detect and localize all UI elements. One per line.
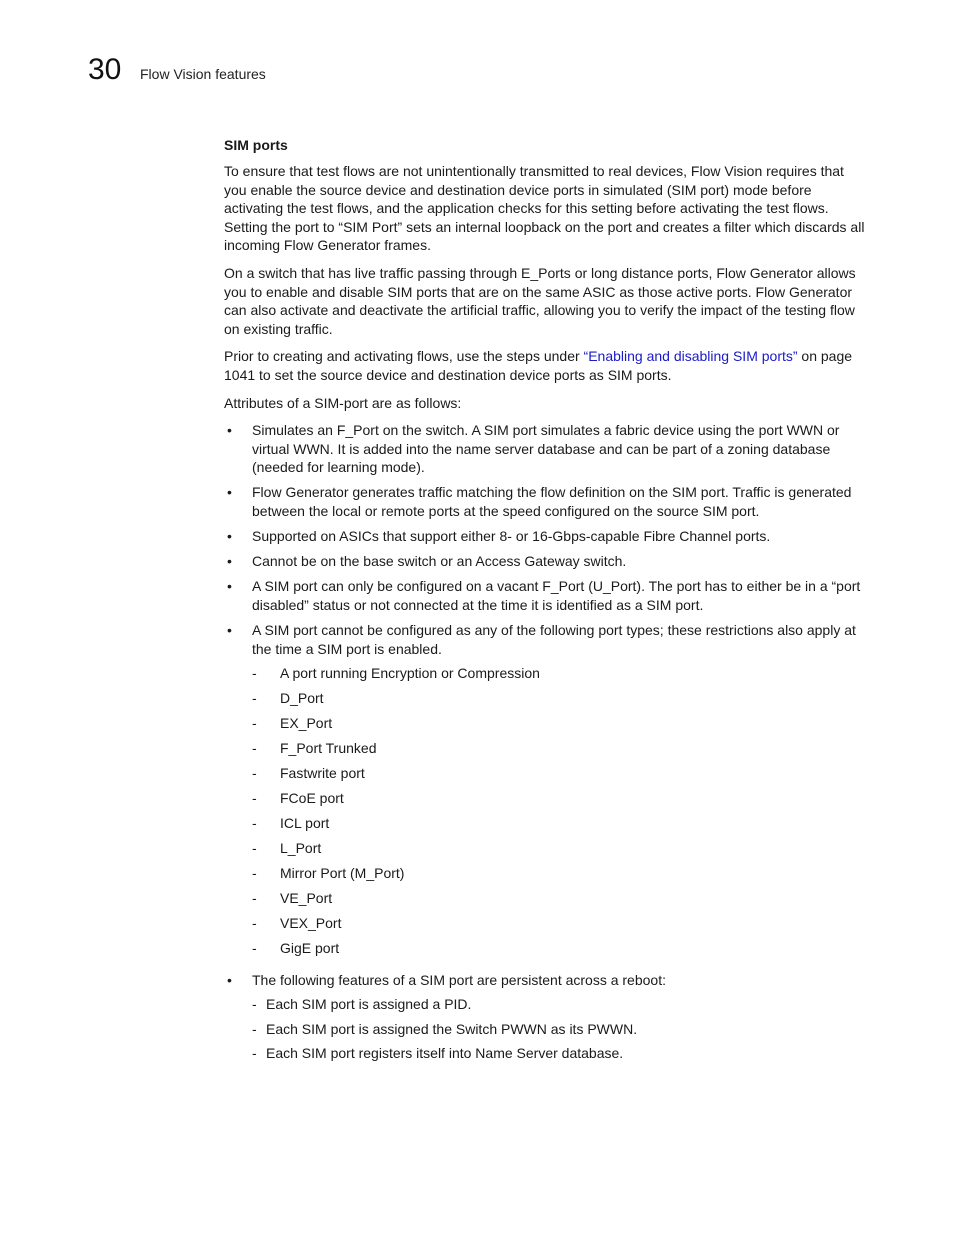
bullet-icon: • [227,422,232,439]
port-types-list [252,664,870,964]
list-item [252,814,870,839]
list-item [252,764,870,789]
dash-icon: - [252,1045,257,1062]
list-item [224,552,870,571]
list-item [252,864,870,889]
list-item-text: A SIM port can only be configured on a vacant F_Port (U_Port). The port has to either be in a “port disabled” status or not connected at the time it is identified as a SIM port. [252,578,861,613]
bullet-icon: • [227,621,232,638]
chapter-title: Flow Vision features [140,66,266,82]
paragraph-sim-intro: To ensure that test flows are not unintentionally transmitted to real devices, Flow Vision requires that you enable the source device and destination device ports in simulated (SIM port) mode before activating the test flows, and the application checks for this setting before activating the test flows. Setting the port to “SIM Port” sets an internal loopback on the port and creates a filter which discards all incoming Flow Generator frames. [224,163,865,254]
port-type-text: L_Port [280,840,322,857]
list-item [252,714,870,739]
port-type-text: FCoE port [280,790,344,807]
paragraph-live-traffic: On a switch that has live traffic passing through E_Ports or long distance ports, Flow Generator allows you to enable and disable SIM ports that are on the same ASIC as those active ports. Flow Generator can also activate and deactivate the artificial traffic, allowing you to verify the impact of the testing flow on existing traffic. [224,264,856,337]
feature-text: Each SIM port is assigned the Switch PWWN as its PWWN. [266,1020,638,1037]
list-item [252,995,870,1020]
list-item [252,789,870,814]
enabling-sim-ports-link[interactable]: “Enabling and disabling SIM ports” [583,348,798,365]
persistent-features-list [252,995,870,1069]
list-item [252,939,870,964]
list-item-text: Cannot be on the base switch or an Access Gateway switch. [252,553,627,570]
dash-icon: - [252,790,257,807]
list-item [224,421,870,477]
list-item [252,1044,870,1069]
bullet-icon: • [227,971,232,988]
list-item [224,971,870,1069]
bullet-icon: • [227,484,232,501]
list-item-text: Simulates an F_Port on the switch. A SIM port simulates a fabric device using the port WWN or virtual WWN. It is added into the name server database and can be part of a zoning database (needed for learning mode). [252,422,840,476]
list-item [252,689,870,714]
bullet-icon: • [227,528,232,545]
list-item [252,839,870,864]
port-type-text: D_Port [280,690,324,707]
paragraph-prior-steps-text-end: on page 1041 to set the source device and destination device ports as SIM ports. [224,348,853,383]
dash-icon: - [252,765,257,782]
dash-icon: - [252,715,257,732]
bullet-icon: • [227,553,232,570]
list-item [224,577,870,614]
feature-text: Each SIM port is assigned a PID. [266,996,472,1013]
chapter-number: 30 [88,53,122,86]
port-type-text: Mirror Port (M_Port) [280,865,405,882]
paragraph-prior-steps-text: Prior to creating and activating flows, use the steps under [224,348,584,365]
port-type-text: VEX_Port [280,915,342,932]
list-item [252,739,870,764]
paragraph-prior-steps [224,347,870,384]
dash-icon: - [252,915,257,932]
list-item [224,621,870,964]
dash-icon: - [252,865,257,882]
list-item-text: Flow Generator generates traffic matching the flow definition on the SIM port. Traffic is generated between the local or remote ports at the speed configured on the source SIM port. [252,484,852,519]
port-type-text: ICL port [280,815,330,832]
list-item-text: The following features of a SIM port are persistent across a reboot: [252,971,666,988]
port-type-text: VE_Port [280,890,333,907]
dash-icon: - [252,815,257,832]
attributes-list [224,421,870,1069]
list-item-text: A SIM port cannot be configured as any of the following port types; these restrictions also apply at the time a SIM port is enabled. [252,621,856,657]
list-item-text: Supported on ASICs that support either 8- or 16-Gbps-capable Fibre Channel ports. [252,528,771,545]
list-item [252,664,870,689]
dash-icon: - [252,1020,257,1037]
dash-icon: - [252,665,257,682]
port-type-text: GigE port [280,940,340,957]
list-item [252,889,870,914]
port-type-text: EX_Port [280,715,333,732]
dash-icon: - [252,996,257,1013]
section-heading: SIM ports [224,137,288,153]
dash-icon: - [252,740,257,757]
dash-icon: - [252,840,257,857]
list-item [252,1020,870,1045]
page-content [224,136,870,1075]
port-type-text: A port running Encryption or Compression [280,665,540,682]
dash-icon: - [252,890,257,907]
feature-text: Each SIM port registers itself into Name Server database. [266,1045,624,1062]
list-item [224,527,870,546]
dash-icon: - [252,940,257,957]
list-item [252,914,870,939]
list-item [224,483,870,520]
port-type-text: F_Port Trunked [280,740,377,757]
port-type-text: Fastwrite port [280,765,365,782]
paragraph-attributes-intro: Attributes of a SIM-port are as follows: [224,394,462,411]
bullet-icon: • [227,578,232,595]
dash-icon: - [252,690,257,707]
